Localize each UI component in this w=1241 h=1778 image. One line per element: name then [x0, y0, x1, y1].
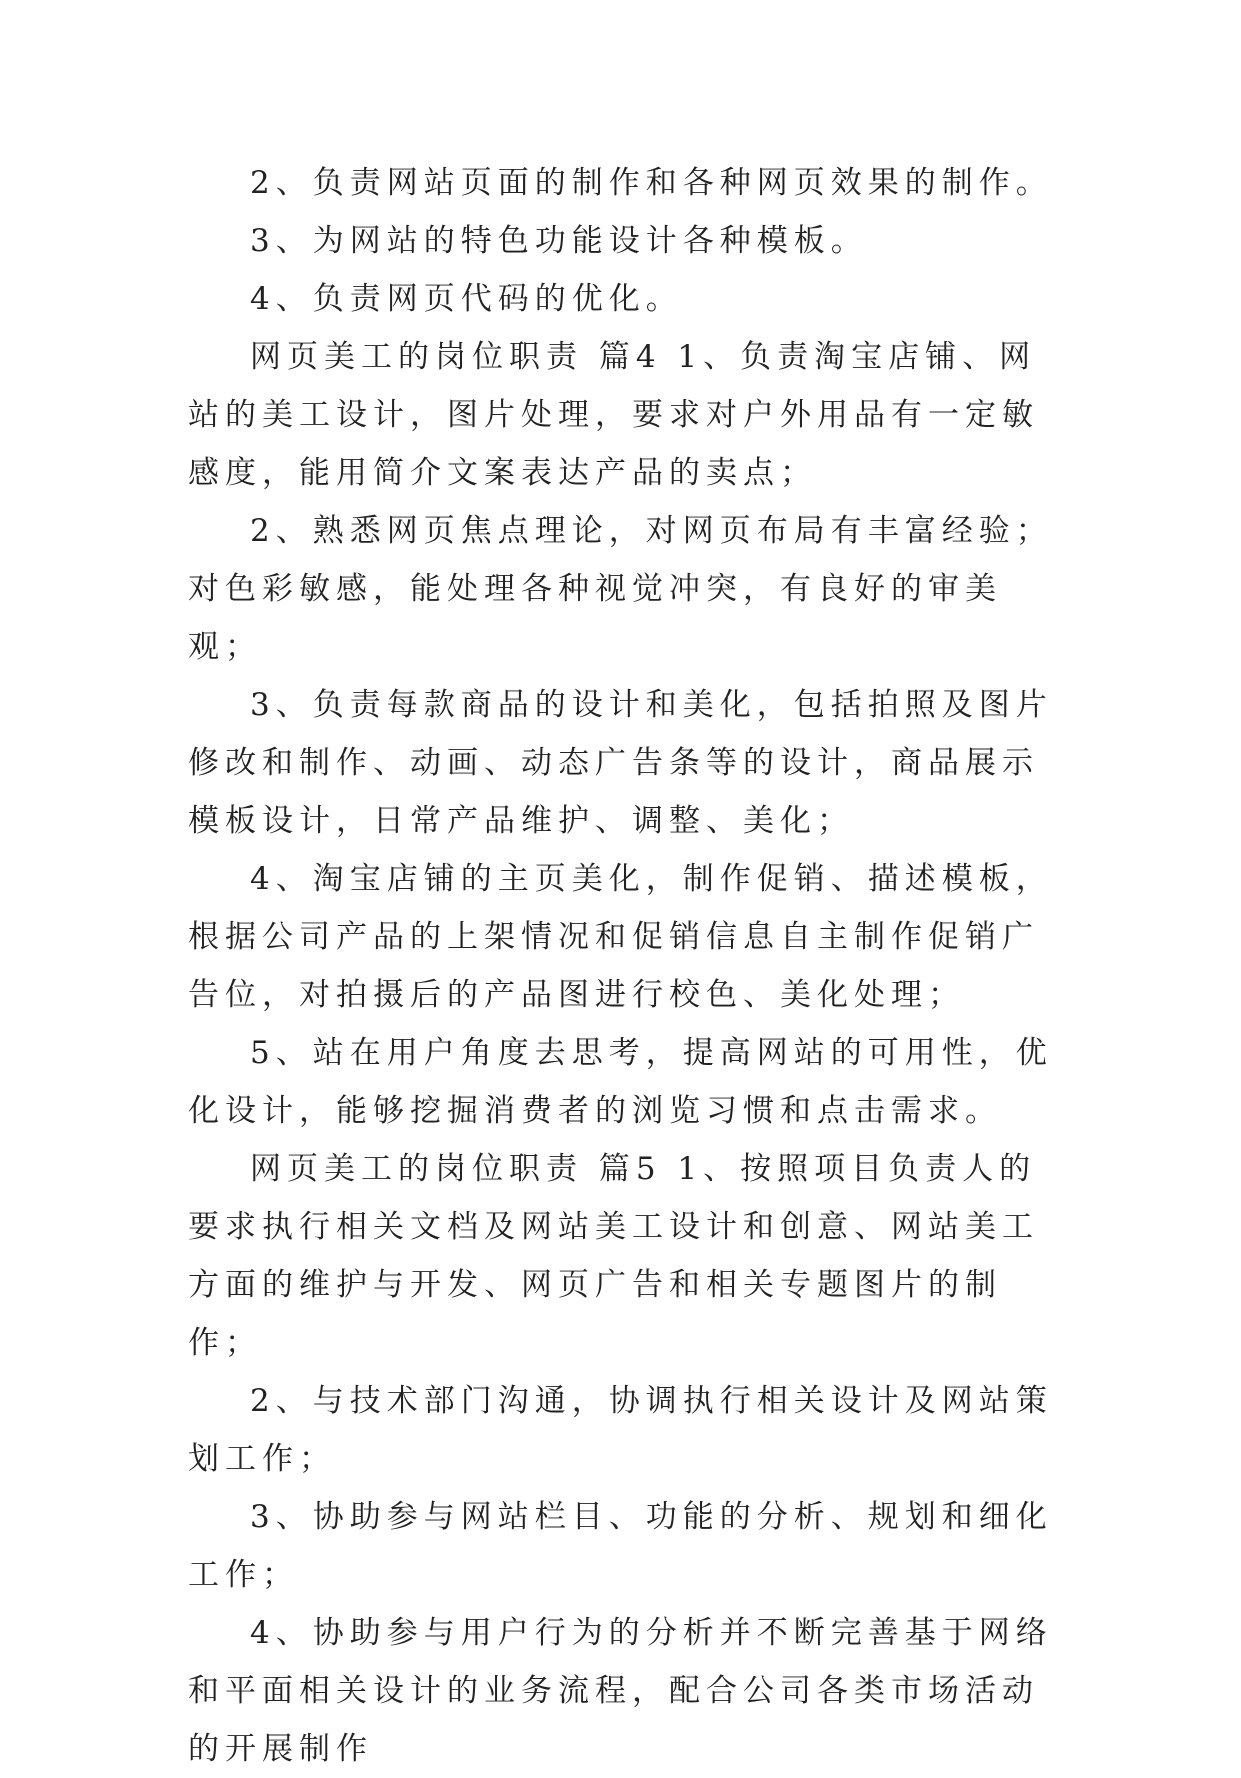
section-heading-paragraph: 网页美工的岗位职责 篇5 1、按照项目负责人的要求执行相关文档及网站美工设计和创意、网站美工方面的维护与开发、网页广告和相关专题图片的制作；	[188, 1151, 1039, 1361]
document-body	[188, 154, 1068, 1778]
paragraph: 3、负责每款商品的设计和美化，包括拍照及图片修改和制作、动画、动态广告条等的设计，商品展示模板设计，日常产品维护、调整、美化；	[188, 687, 1053, 839]
paragraph: 2、熟悉网页焦点理论，对网页布局有丰富经验；对色彩敏感，能处理各种视觉冲突，有良好的审美观；	[188, 513, 1053, 665]
paragraph: 3、为网站的特色功能设计各种模板。	[250, 223, 868, 259]
section-heading-paragraph: 网页美工的岗位职责 篇4 1、负责淘宝店铺、网站的美工设计，图片处理，要求对户外用品有一定敏感度，能用简介文案表达产品的卖点；	[188, 339, 1039, 491]
paragraph: 4、协助参与用户行为的分析并不断完善基于网络和平面相关设计的业务流程，配合公司各类市场活动的开展制作	[188, 1615, 1053, 1767]
paragraph: 2、负责网站页面的制作和各种网页效果的制作。	[250, 165, 1053, 201]
paragraph: 2、与技术部门沟通，协调执行相关设计及网站策划工作；	[188, 1383, 1053, 1477]
paragraph: 4、淘宝店铺的主页美化，制作促销、描述模板，根据公司产品的上架情况和促销信息自主制作促销广告位，对拍摄后的产品图进行校色、美化处理；	[188, 861, 1053, 1013]
paragraph: 4、负责网页代码的优化。	[250, 281, 683, 317]
paragraph: 5、站在用户角度去思考，提高网站的可用性，优化设计，能够挖掘消费者的浏览习惯和点击需求。	[188, 1035, 1053, 1129]
paragraph: 3、协助参与网站栏目、功能的分析、规划和细化工作；	[188, 1499, 1053, 1593]
